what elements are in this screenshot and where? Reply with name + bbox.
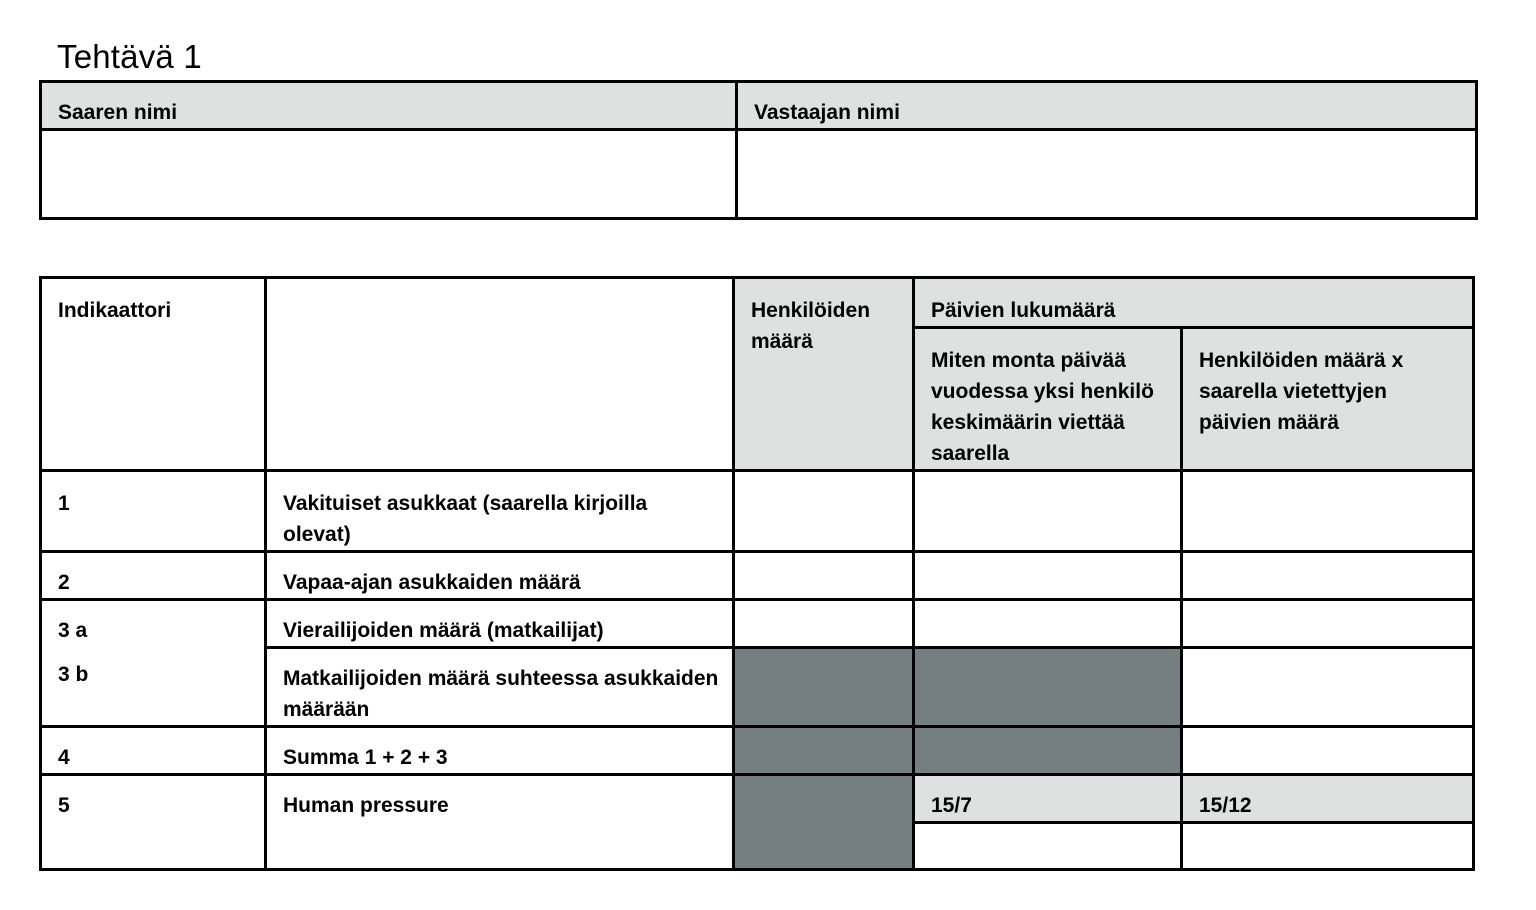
days-input[interactable] — [914, 552, 1182, 600]
table-row — [41, 552, 1474, 600]
row-label: Vakituiset asukkaat (saarella kirjoilla olevat) — [266, 471, 734, 552]
blocked-cell — [914, 648, 1182, 727]
row-id-3ab — [41, 600, 266, 727]
row-id: 3 a — [58, 619, 88, 642]
blocked-cell — [734, 775, 914, 870]
date-label-2: 15/12 — [1182, 775, 1474, 823]
total-input[interactable] — [1182, 471, 1474, 552]
respondent-name-label: Vastaajan nimi — [737, 82, 1477, 130]
blocked-cell — [734, 727, 914, 775]
row-id: 1 — [41, 471, 266, 552]
date-label-1: 15/7 — [914, 775, 1182, 823]
island-name-field[interactable] — [41, 130, 737, 219]
pressure-input-2[interactable] — [1182, 823, 1474, 870]
island-name-label: Saaren nimi — [41, 82, 737, 130]
info-table — [39, 80, 1478, 220]
days-input[interactable] — [914, 471, 1182, 552]
total-input[interactable] — [1182, 727, 1474, 775]
table-row — [41, 775, 1474, 823]
persons-input[interactable] — [734, 552, 914, 600]
table-row — [41, 471, 1474, 552]
row-label: Summa 1 + 2 + 3 — [266, 727, 734, 775]
page-title: Tehtävä 1 — [57, 38, 202, 75]
days-per-person-header: Miten monta päivää vuodessa yksi henkilö keskimäärin viettää saarella — [914, 328, 1182, 471]
pressure-input-1[interactable] — [914, 823, 1182, 870]
respondent-name-field[interactable] — [737, 130, 1477, 219]
indicator-header: Indikaattori — [41, 278, 266, 471]
table-row — [41, 600, 1474, 648]
persons-input[interactable] — [734, 600, 914, 648]
persons-x-days-header: Henkilöiden määrä x saarella vietettyjen päivien määrä — [1182, 328, 1474, 471]
row-label: Vapaa-ajan asukkaiden määrä — [266, 552, 734, 600]
total-input[interactable] — [1182, 600, 1474, 648]
blocked-cell — [914, 727, 1182, 775]
label-header-blank — [266, 278, 734, 471]
days-input[interactable] — [914, 600, 1182, 648]
row-id: 4 — [41, 727, 266, 775]
row-id: 3 b — [58, 663, 89, 686]
total-input[interactable] — [1182, 552, 1474, 600]
row-label: Human pressure — [266, 775, 734, 870]
persons-input[interactable] — [734, 471, 914, 552]
row-id: 2 — [41, 552, 266, 600]
total-input[interactable] — [1182, 648, 1474, 727]
persons-header: Henkilöiden määrä — [734, 278, 914, 471]
days-header: Päivien lukumäärä — [914, 278, 1474, 328]
row-label: Vierailijoiden määrä (matkailijat) — [266, 600, 734, 648]
table-row — [41, 727, 1474, 775]
blocked-cell — [734, 648, 914, 727]
row-label: Matkailijoiden määrä suhteessa asukkaiden määrään — [266, 648, 734, 727]
row-id: 5 — [41, 775, 266, 870]
indicator-table — [39, 276, 1475, 871]
